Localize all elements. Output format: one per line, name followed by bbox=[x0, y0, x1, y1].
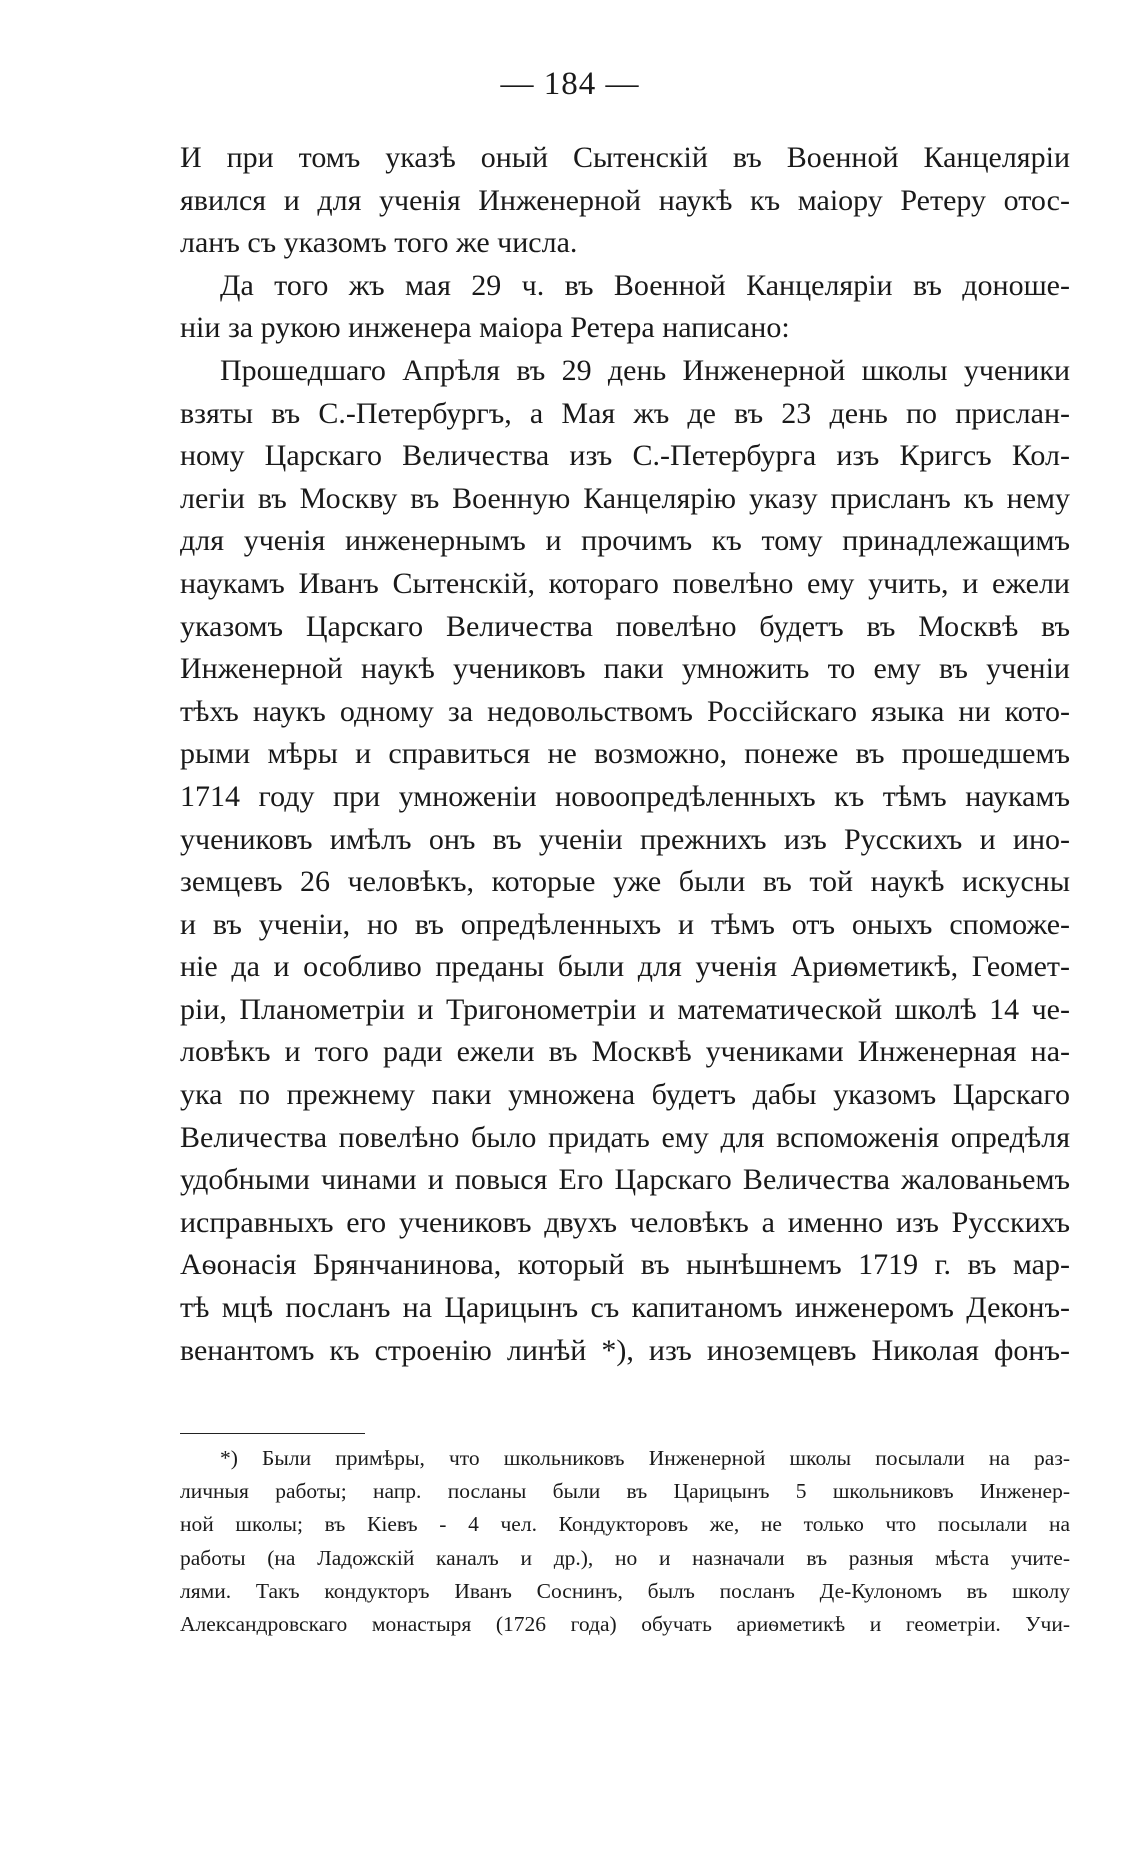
footnote-line: *) Были примѣры, что школьниковъ Инженерной школы посылали на раз- bbox=[220, 1446, 1070, 1470]
text-line: венантомъ къ строенію линѣй *), изъ иноземцевъ Николая фонъ- bbox=[180, 1333, 1070, 1367]
text-line: наукамъ Иванъ Сытенскій, котораго повелѣно ему учить, и ежели bbox=[180, 566, 1070, 600]
text-line: И при томъ указѣ оный Сытенскій въ Военной Канцеляріи bbox=[180, 141, 1070, 174]
text-line: ріи, Планометріи и Тригонометріи и математической школѣ 14 че- bbox=[180, 992, 1070, 1026]
text-line: взяты въ С.-Петербургъ, а Мая жъ де въ 23 день по прислан- bbox=[180, 396, 1070, 430]
text-line: легіи въ Москву въ Военную Канцелярію указу присланъ къ нему bbox=[180, 481, 1070, 515]
text-line: и въ ученіи, но въ опредѣленныхъ и тѣмъ отъ оныхъ споможе- bbox=[180, 907, 1070, 941]
text-line: рыми мѣры и справиться не возможно, понеже въ прошедшемъ bbox=[180, 737, 1070, 771]
footnote-line: Александровскаго монастыря (1726 года) обучать ариѳметикѣ и геометріи. Учи- bbox=[180, 1611, 1070, 1636]
text-line: ловѣкъ и того ради ежели въ Москвѣ учениками Инженерная на- bbox=[180, 1035, 1070, 1069]
text-line: Аѳонасія Брянчанинова, который въ нынѣшнемъ 1719 г. въ мар- bbox=[180, 1248, 1070, 1282]
text-line: ному Царскаго Величества изъ С.-Петербурга изъ Кригсъ Кол- bbox=[180, 439, 1070, 473]
text-line: ланъ съ указомъ того же числа. bbox=[180, 226, 578, 260]
text-line: Да того жъ мая 29 ч. въ Военной Канцеляріи въ доноше- bbox=[220, 268, 1070, 302]
text-line: указомъ Царскаго Величества повелѣно будетъ въ Москвѣ въ bbox=[180, 609, 1070, 643]
text-line: исправныхъ его учениковъ двухъ человѣкъ а именно изъ Русскихъ bbox=[180, 1205, 1070, 1239]
text-line: 1714 году при умноженіи новоопредѣленныхъ къ тѣмъ наукамъ bbox=[180, 779, 1070, 813]
text-line: явился и для ученія Инженерной наукѣ къ маіору Ретеру отос- bbox=[180, 183, 1070, 217]
page-number: — 184 — bbox=[500, 66, 640, 102]
text-line: тѣхъ наукъ одному за недовольствомъ Россійскаго языка ни кото- bbox=[180, 694, 1070, 728]
text-line: Инженерной наукѣ учениковъ паки умножить то ему въ ученіи bbox=[180, 652, 1070, 686]
footnote-line: личныя работы; напр. посланы были въ Царицынъ 5 школьниковъ Инженер- bbox=[180, 1479, 1070, 1504]
footnote-block bbox=[180, 1442, 1070, 1641]
footnote-line: лями. Такъ кондукторъ Иванъ Соснинъ, былъ посланъ Де-Кулономъ въ школу bbox=[180, 1578, 1070, 1603]
text-line: ніе да и особливо преданы были для ученія Ариѳметикѣ, Геомет- bbox=[180, 950, 1070, 984]
text-line: удобными чинами и повыся Его Царскаго Величества жалованьемъ bbox=[180, 1163, 1070, 1197]
footnote-line: работы (на Ладожскій каналъ и др.), но и назначали въ разныя мѣста учите- bbox=[180, 1545, 1070, 1570]
text-line: Величества повелѣно было придать ему для вспоможенія опредѣля bbox=[180, 1120, 1070, 1154]
main-text bbox=[180, 137, 1070, 1372]
text-line: для ученія инженернымъ и прочимъ къ тому принадлежащимъ bbox=[180, 524, 1070, 558]
text-line: учениковъ имѣлъ онъ въ ученіи прежнихъ изъ Русскихъ и ино- bbox=[180, 822, 1070, 856]
footnote-divider bbox=[180, 1433, 365, 1434]
text-line: тѣ мцѣ посланъ на Царицынъ съ капитаномъ инженеромъ Деконъ- bbox=[180, 1291, 1070, 1325]
text-line: ніи за рукою инженера маіора Ретера написано: bbox=[180, 311, 790, 345]
text-line: земцевъ 26 человѣкъ, которые уже были въ той наукѣ искусны bbox=[180, 865, 1070, 899]
footnote-line: ной школы; въ Кіевъ - 4 чел. Кондукторовъ же, не только что посылали на bbox=[180, 1512, 1070, 1537]
text-line: ука по прежнему паки умножена будетъ дабы указомъ Царскаго bbox=[180, 1078, 1070, 1112]
text-line: Прошедшаго Апрѣля въ 29 день Инженерной школы ученики bbox=[220, 353, 1070, 387]
